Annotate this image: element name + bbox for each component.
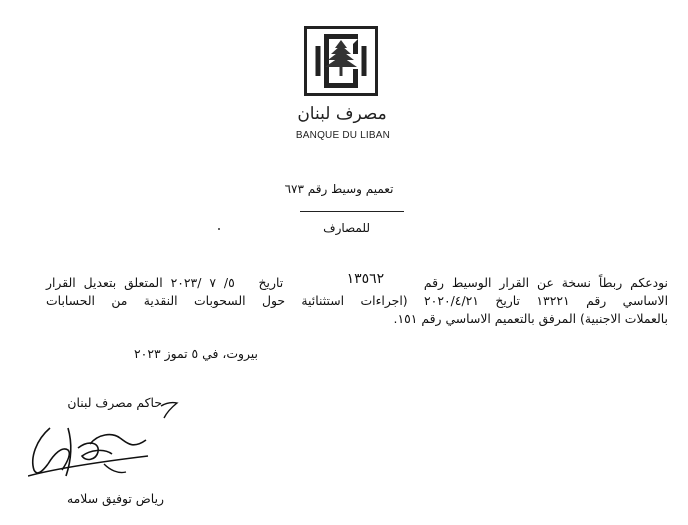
recipient: للمصارف (323, 221, 370, 235)
body-line-1 (46, 270, 668, 292)
bank-logo-emblem (304, 26, 378, 96)
cedar-emblem-icon (304, 26, 378, 96)
signer-title: حاكم مصرف لبنان (67, 395, 162, 410)
date-label: تاريخ (258, 275, 284, 290)
circular-title: تعميم وسيط رقم ٦٧٣ (284, 182, 394, 196)
title-divider (300, 211, 404, 212)
circular-body (46, 270, 668, 328)
scan-speck (218, 228, 220, 230)
body-line-1-text: نودعكم ربطاً نسخة عن القرار الوسيط رقم (423, 275, 668, 290)
logo-arabic-name: مصرف لبنان (297, 104, 387, 124)
decision-date: ٥/ ٧ /٢٠٢٣ (170, 275, 235, 290)
body-line-3: بالعملات الاجنبية) المرفق بالتعميم الاساسي رقم ١٥١. (393, 311, 668, 326)
signer-name: رياض توفيق سلامه (67, 491, 164, 506)
place-date: بيروت، في ٥ تموز ٢٠٢٣ (134, 346, 258, 361)
body-line-2: الاساسي رقم ١٣٢٢١ تاريخ ٢٠٢٠/٤/٢١ (اجراءات استثنائية حول السحوبات النقدية من الحسابات (46, 293, 669, 308)
handwritten-mark (158, 400, 180, 420)
handwritten-signature (28, 420, 158, 486)
decision-number: ١٣٥٦٢ (346, 271, 385, 287)
body-line-1-tail: المتعلق بتعديل القرار (46, 275, 163, 290)
logo-french-name: BANQUE DU LIBAN (295, 130, 391, 141)
